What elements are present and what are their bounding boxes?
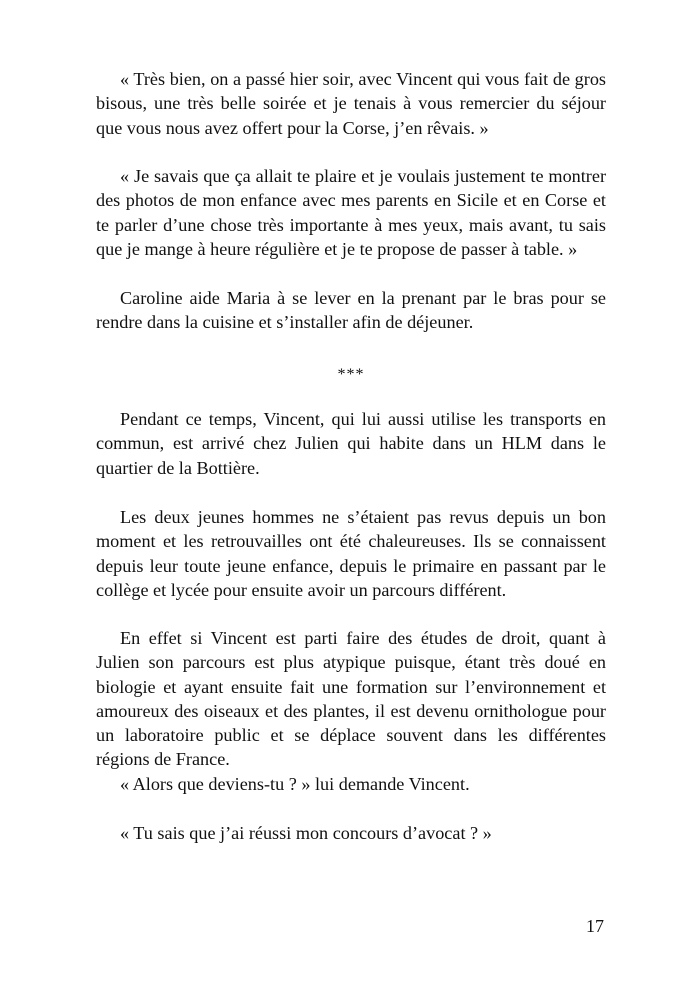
paragraph-block-3 — [96, 286, 606, 335]
paragraph: Pendant ce temps, Vincent, qui lui aussi utilise les transports en commun, est arrivé chez Julien qui habite dans un HLM dans le quartier de la Bottière. — [96, 409, 606, 478]
section-break: *** — [337, 366, 365, 383]
paragraph: Les deux jeunes hommes ne s’étaient pas revus depuis un bon moment et les retrouvailles ont été chaleureuses. Ils se connaissent depuis leur toute jeune enfance, depuis le primaire en passant par le collège et lycée pour ensuite avoir un parcours différent. — [96, 507, 606, 600]
paragraph-block-2 — [96, 164, 606, 261]
paragraph-block-7 — [96, 772, 606, 796]
page-number: 17 — [586, 916, 604, 936]
paragraph-block-1 — [96, 67, 606, 140]
paragraph: Caroline aide Maria à se lever en la prenant par le bras pour se rendre dans la cuisine et s’installer afin de déjeuner. — [96, 288, 606, 333]
paragraph: « Très bien, on a passé hier soir, avec Vincent qui vous fait de gros bisous, une très belle soirée et je tenais à vous remercier du séjour que vous nous avez offert pour la Corse, j’en rêvais. » — [96, 69, 606, 138]
paragraph: « Je savais que ça allait te plaire et je voulais justement te montrer des photos de mon enfance avec mes parents en Sicile et en Corse et te parler d’une chose très importante à mes yeux, mais avant, tu sais que je mange à heure régulière et je te propose de passer à table. » — [96, 166, 606, 259]
paragraph-block-5 — [96, 505, 606, 602]
paragraph-block-4 — [96, 407, 606, 480]
paragraph: En effet si Vincent est parti faire des études de droit, quant à Julien son parcours est plus atypique puisque, étant très doué en biologie et ayant ensuite fait une formation sur l’environnement et amoureux des oiseaux et des plantes, il est devenu ornithologue pour un laboratoire public et se déplace souvent dans les différentes régions de France. — [96, 628, 606, 770]
paragraph: « Tu sais que j’ai réussi mon concours d’avocat ? » — [120, 823, 492, 843]
paragraph-block-8 — [96, 821, 606, 845]
paragraph-block-6 — [96, 626, 606, 772]
paragraph: « Alors que deviens-tu ? » lui demande Vincent. — [120, 774, 470, 794]
